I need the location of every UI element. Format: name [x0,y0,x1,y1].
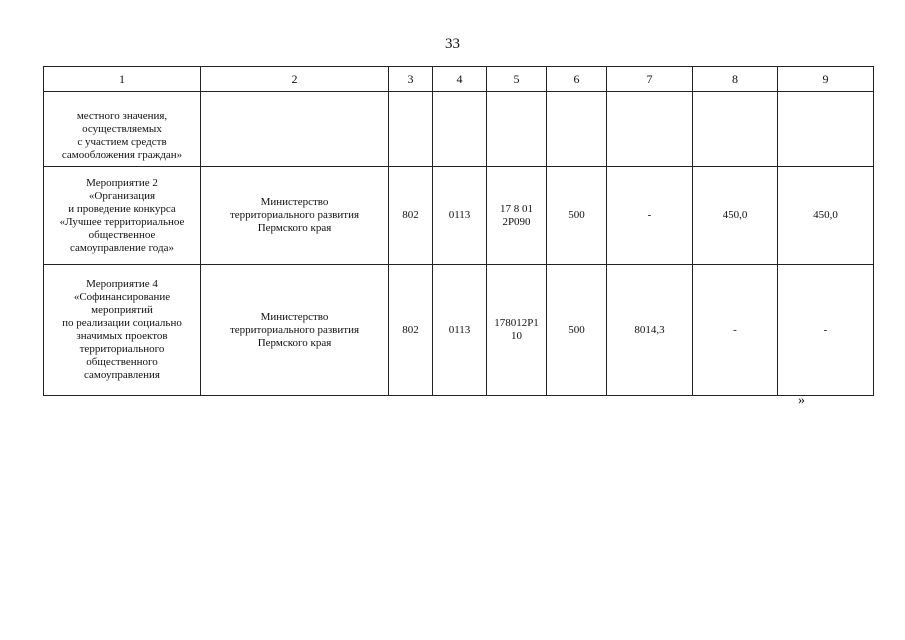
budget-table [43,66,874,396]
target-article-cell [487,92,547,167]
target-article-cell: 178012P1 10 [487,265,547,396]
table-header-row [44,67,874,92]
page-number: 33 [445,36,460,52]
column-header: 4 [433,67,487,92]
expense-type-cell: 500 [547,265,607,396]
activity-name-cell: местного значения, осуществляемых с участием средств самообложения граждан» [44,92,201,167]
amount-cell-col8: - [693,265,778,396]
administrator-cell: Министерство территориального развития Пермского края [201,265,389,396]
amount-cell-col7 [607,92,693,167]
target-article-cell: 17 8 01 2P090 [487,167,547,265]
amount-cell-col7: 8014,3 [607,265,693,396]
table-row [44,167,874,265]
column-header: 3 [389,67,433,92]
section-cell: 0113 [433,265,487,396]
column-header: 5 [487,67,547,92]
table-row [44,265,874,396]
code-cell: 802 [389,265,433,396]
column-header: 9 [778,67,874,92]
table-row [44,92,874,167]
column-header: 2 [201,67,389,92]
expense-type-cell: 500 [547,167,607,265]
code-cell: 802 [389,167,433,265]
amount-cell-col8 [693,92,778,167]
amount-cell-col9: - [778,265,874,396]
amount-cell-col7: - [607,167,693,265]
activity-name-cell: Мероприятие 2 «Организация и проведение конкурса «Лучшее территориальное общественное самоуправление года» [44,167,201,265]
amount-cell-col9: 450,0 [778,167,874,265]
amount-cell-col8: 450,0 [693,167,778,265]
expense-type-cell [547,92,607,167]
column-header: 8 [693,67,778,92]
amount-cell-col9 [778,92,874,167]
administrator-cell: Министерство территориального развития Пермского края [201,167,389,265]
column-header: 1 [44,67,201,92]
section-cell [433,92,487,167]
closing-quote-mark: » [798,393,805,408]
column-header: 6 [547,67,607,92]
column-header: 7 [607,67,693,92]
code-cell [389,92,433,167]
activity-name-cell: Мероприятие 4 «Софинансирование мероприятий по реализации социально значимых проектов территориального общественного самоуправления [44,265,201,396]
administrator-cell [201,92,389,167]
section-cell: 0113 [433,167,487,265]
